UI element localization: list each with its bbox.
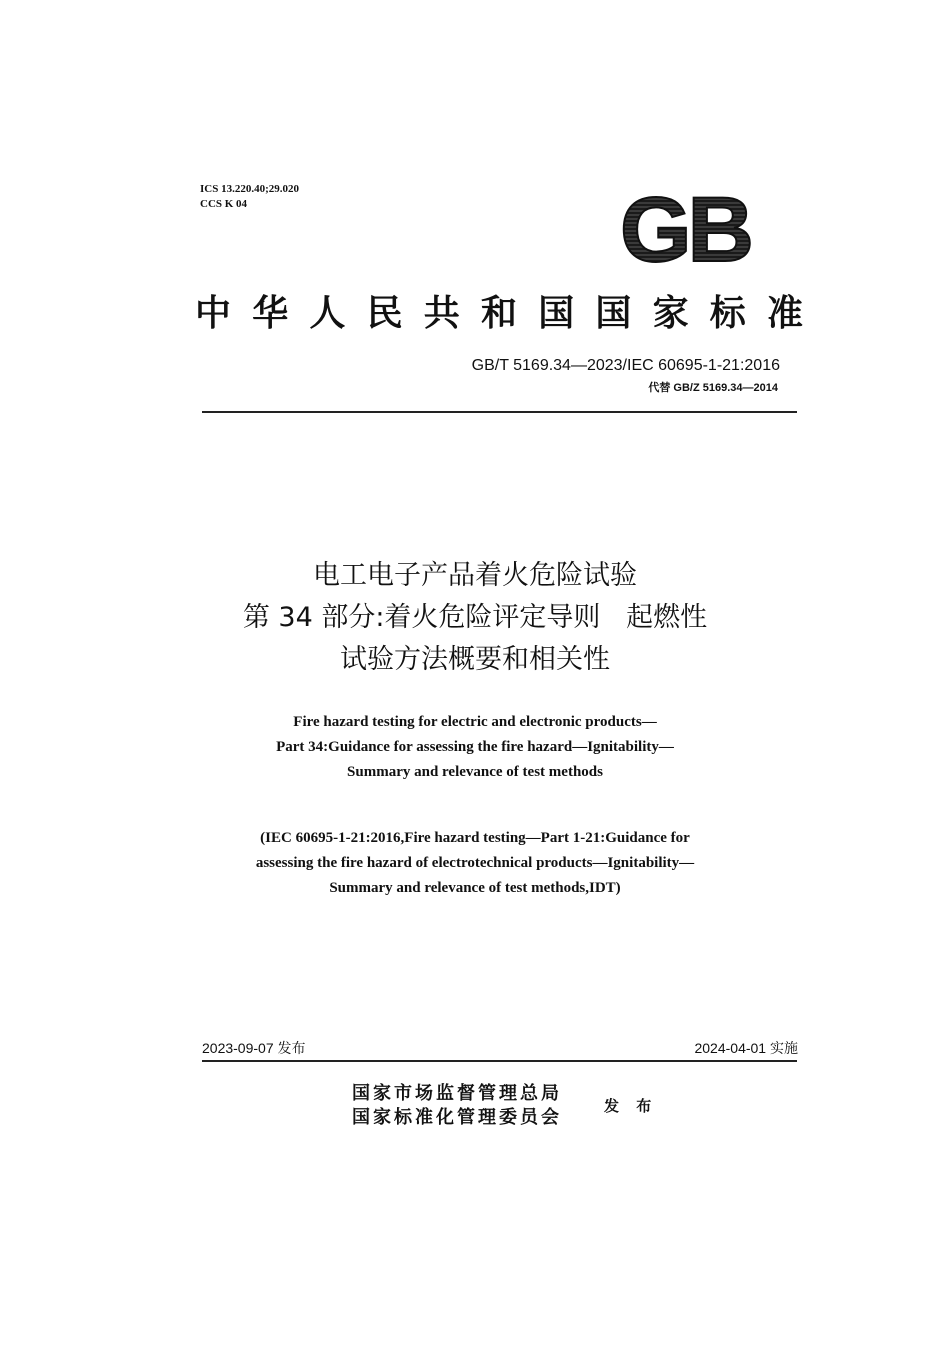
top-divider xyxy=(202,411,797,413)
publish-label: 发 布 xyxy=(604,1097,658,1115)
iec-reference-line-1: (IEC 60695-1-21:2016,Fire hazard testing—Part 1-21:Guidance for xyxy=(260,830,690,846)
chinese-title-line-1: 电工电子产品着火危险试验 xyxy=(313,560,637,591)
standard-number: GB/T 5169.34—2023/IEC 60695-1-21:2016 xyxy=(471,357,780,374)
iec-reference-line-2: assessing the fire hazard of electrotechnical products—Ignitability— xyxy=(255,855,695,871)
chinese-title-line-3: 试验方法概要和相关性 xyxy=(340,644,610,675)
issue-date: 2023-09-07 发布 xyxy=(202,1040,306,1056)
replaces-standard: 代替 GB/Z 5169.34—2014 xyxy=(648,382,778,394)
bottom-divider xyxy=(202,1060,797,1062)
iec-reference-line-3: Summary and relevance of test methods,IDT) xyxy=(329,880,621,896)
iec-reference xyxy=(150,826,800,901)
english-title-line-1: Fire hazard testing for electric and electronic products— xyxy=(293,714,657,730)
gb-logo-text: GB xyxy=(620,188,750,268)
ccs-code: CCS K 04 xyxy=(200,198,248,210)
issuing-authorities xyxy=(352,1082,562,1130)
issuer-sac: 国家标准化管理委员会 xyxy=(352,1107,562,1128)
implementation-date: 2024-04-01 实施 xyxy=(694,1040,798,1056)
chinese-title-line-2: 第 34 部分:着火危险评定导则 起燃性 xyxy=(242,602,708,633)
national-standard-title: 中华人民共和国国家标准 xyxy=(195,292,805,334)
ics-code: ICS 13.220.40;29.020 xyxy=(200,183,300,195)
english-title-line-3: Summary and relevance of test methods xyxy=(347,764,603,780)
issuer-samr: 国家市场监督管理总局 xyxy=(352,1083,562,1104)
english-title xyxy=(150,710,800,785)
gb-logo xyxy=(610,188,760,268)
english-title-line-2: Part 34:Guidance for assessing the fire hazard—Ignitability— xyxy=(276,739,674,755)
chinese-title xyxy=(150,555,800,681)
classification-codes xyxy=(200,182,299,212)
